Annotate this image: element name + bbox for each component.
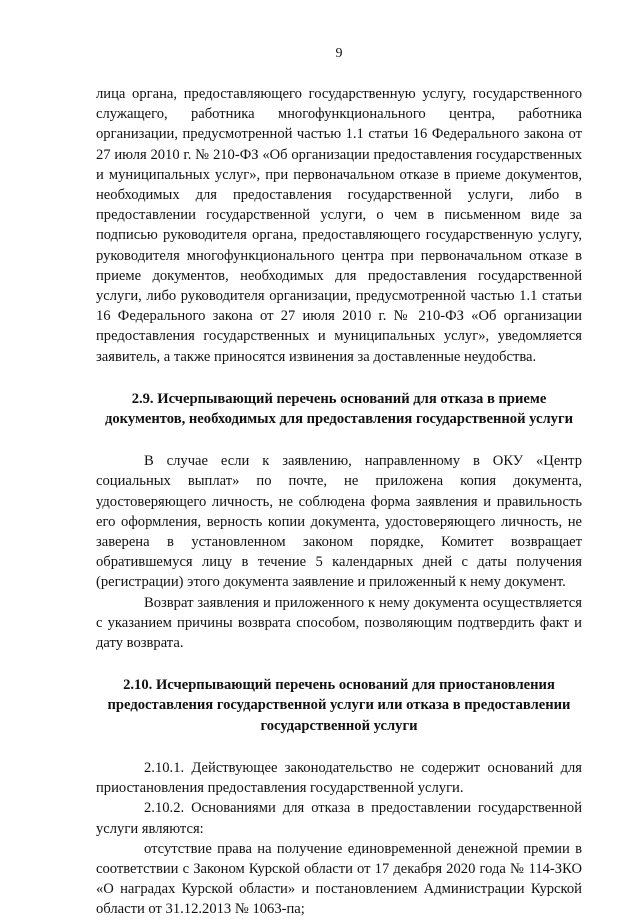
section-2-10-paragraph: 2.10.2. Основаниями для отказа в предоставлении государственной услуги являются:: [96, 800, 582, 837]
section-2-9-heading: 2.9. Исчерпывающий перечень оснований для отказа в приеме документов, необходимых для предоставления государственной услуги: [105, 390, 573, 428]
section-2-10-paragraph: 2.10.1. Действующее законодательство не содержит оснований для приостановления предоставления государственной услуги.: [96, 759, 582, 797]
section-2-10-paragraph: отсутствие права на получение единовременной денежной премии в соответствии с Законом Курской области от 17 декабря 2020 года № 114-ЗКО «О наградах Курской области» и постановлением Администрации Курской области от 31.12.2013 № 1063-па;: [96, 840, 582, 918]
section-2-9-paragraph: Возврат заявления и приложенного к нему документа осуществляется с указанием причины возврата способом, позволяющим подтвердить факт и дату возврата.: [96, 594, 582, 652]
page-number: 9: [335, 46, 343, 61]
section-2-10-heading: 2.10. Исчерпывающий перечень оснований для приостановления предоставления государственной услуги или отказа в предоставлении государственной услуги: [107, 677, 571, 734]
section-2-9-paragraph: В случае если к заявлению, направленному в ОКУ «Центр социальных выплат» по почте, не приложена копия документа, удостоверяющего личность, не соблюдена форма заявления и правильность его оформления, верность копии документа, удостоверяющего личность, не заверена в установленном законом порядке, Комитет возвращает обратившемуся лицу в течение 5 календарных дней с даты получения (регистрации) этого документа заявление и приложенный к нему документ.: [96, 453, 582, 591]
paragraph-apology: лица органа, предоставляющего государственную услугу, государственного служащего, работника многофункционального центра, работника организации, предусмотренной частью 1.1 статьи 16 Федерального закона от 27 июля 2010 г. № 210-ФЗ «Об организации предоставления государственных и муниципальных услуг», при первоначальном отказе в приеме документов, необходимых для предоставления государственной услуги, либо в предоставлении государственной услуги, о чем в письменном виде за подписью руководителя органа, предоставляющего государственную услугу, руководителя многофункционального центра при первоначальном отказе в приеме документов, необходимых для предоставления государственной услуги, либо руководителя организации, предусмотренной частью 1.1 статьи 16 Федерального закона от 27 июля 2010 г. № 210-ФЗ «Об организации предоставления государственных и муниципальных услуг», уведомляется заявитель, а также приносятся извинения за доставленные неудобства.: [96, 86, 582, 365]
